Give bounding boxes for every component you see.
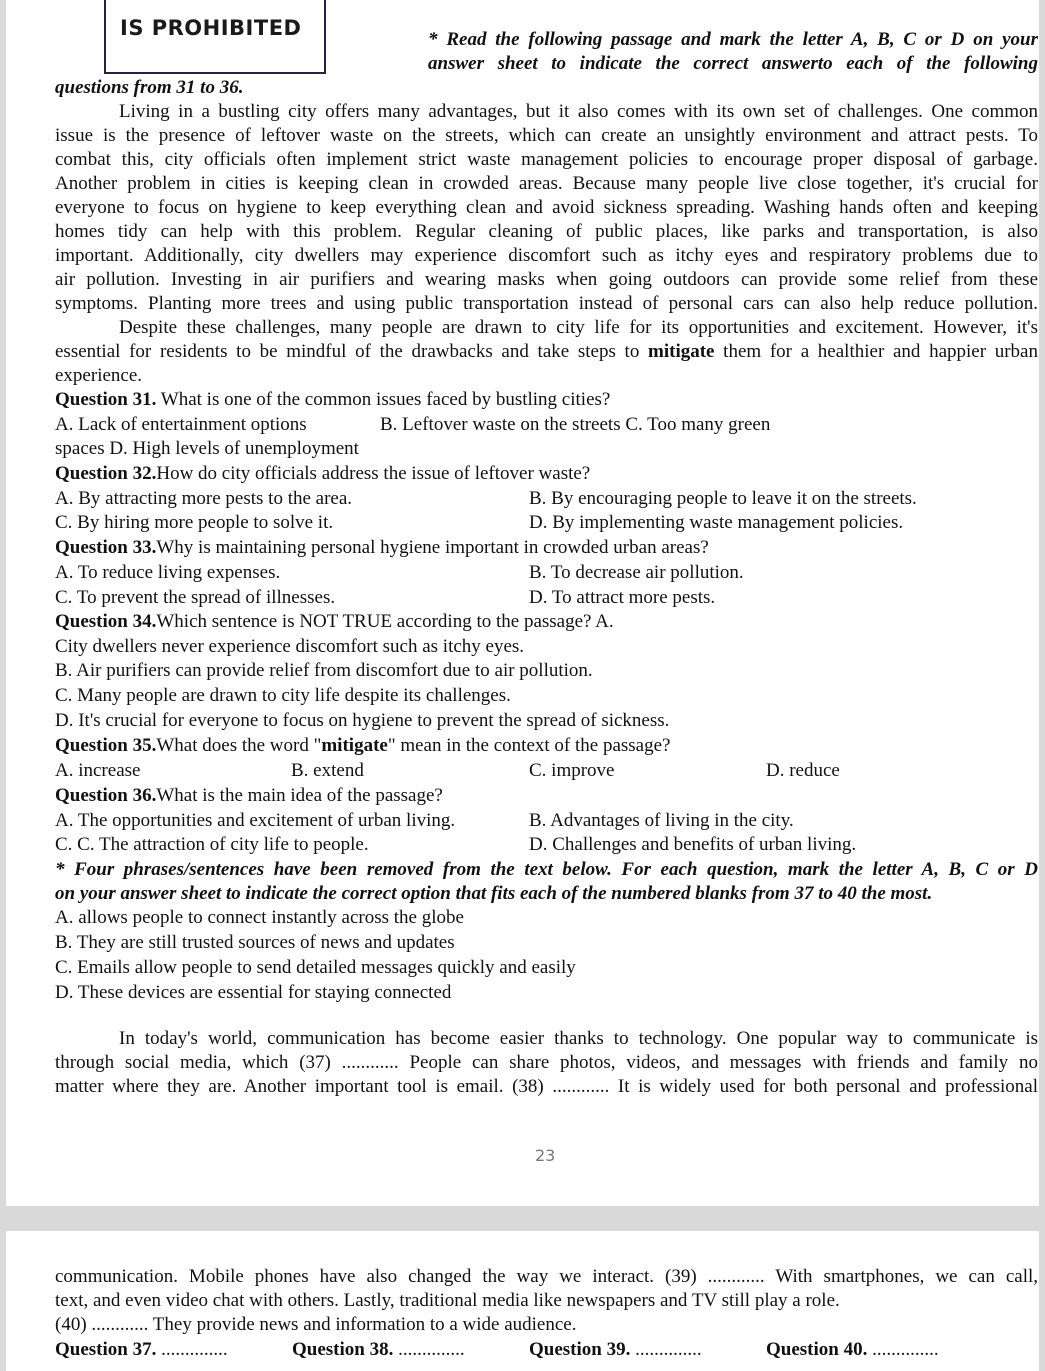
option-31-bc: B. Leftover waste on the streets C. Too many green xyxy=(380,414,771,435)
option-35-d: D. reduce xyxy=(766,760,840,781)
option-35-a: A. increase xyxy=(55,760,141,781)
answer-blank-40 xyxy=(766,1338,939,1362)
section2-instruction-line-2: on your answer sheet to indicate the correct option that fits each of the numbered blanks from 37 to 40 the most. xyxy=(55,883,933,904)
question-31 xyxy=(55,388,610,412)
answer-dots: .............. xyxy=(156,1339,228,1360)
question-text: What is the main idea of the passage? xyxy=(156,785,443,806)
question-label: Question 35. xyxy=(55,735,157,756)
option-33-d: D. To attract more pests. xyxy=(529,587,716,608)
passage-line xyxy=(55,340,1038,364)
option-34-b: B. Air purifiers can provide relief from discomfort due to air pollution. xyxy=(55,660,593,681)
passage-line: air pollution. Investing in air purifiers and wearing masks when going outdoors can provide some relief from these xyxy=(55,269,1038,290)
question-label: Question 33. xyxy=(55,537,157,558)
answer-blank-38 xyxy=(292,1338,465,1362)
question-label: Question 34. xyxy=(55,611,157,632)
passage-line: homes tidy can help with this problem. Regular cleaning of public places, like parks and transportation, is also xyxy=(55,221,1038,242)
cloze-option-a: A. allows people to connect instantly across the globe xyxy=(55,907,464,928)
passage-line: combat this, city officials often implement strict waste management policies to encourage proper disposal of garbage. xyxy=(55,149,1038,170)
option-32-b: B. By encouraging people to leave it on the streets. xyxy=(529,488,917,509)
answer-label: Question 37. xyxy=(55,1339,157,1360)
section2-instruction-line-1: * Four phrases/sentences have been removed from the text below. For each question, mark the letter A, B, C or D xyxy=(55,859,1038,880)
passage-line: important. Additionally, city dwellers may experience discomfort such as itchy eyes and respiratory problems due to xyxy=(55,245,1038,266)
passage-line: Another problem in cities is keeping clean in crowded areas. Because many people live close together, it's crucial for xyxy=(55,173,1038,194)
answer-dots: .............. xyxy=(393,1339,465,1360)
option-31-a: A. Lack of entertainment options xyxy=(55,414,307,435)
option-36-c: C. C. The attraction of city life to people. xyxy=(55,834,369,855)
passage-line: issue is the presence of leftover waste on the streets, which can create an unsightly environment and attract pests. To xyxy=(55,125,1038,146)
passage-line: experience. xyxy=(55,365,143,386)
question-text: What is one of the common issues faced by bustling cities? xyxy=(156,389,611,410)
passage-text: essential for residents to be mindful of the drawbacks and take steps to xyxy=(55,341,649,362)
watermark-stamp-box xyxy=(104,0,326,74)
option-35-c: C. improve xyxy=(529,760,615,781)
answer-label: Question 38. xyxy=(292,1339,394,1360)
option-31-cd: spaces D. High levels of unemployment xyxy=(55,438,359,459)
question-text: Which sentence is NOT TRUE according to the passage? A. xyxy=(156,611,614,632)
passage-2-line: In today's world, communication has become easier thanks to technology. One popular way to communicate is xyxy=(119,1028,1038,1049)
option-34-a: City dwellers never experience discomfort such as itchy eyes. xyxy=(55,636,525,657)
option-32-a: A. By attracting more pests to the area. xyxy=(55,488,353,509)
question-34 xyxy=(55,610,614,634)
cloze-option-c: C. Emails allow people to send detailed messages quickly and easily xyxy=(55,957,576,978)
option-33-a: A. To reduce living expenses. xyxy=(55,562,281,583)
question-36 xyxy=(55,784,443,808)
option-32-c: C. By hiring more people to solve it. xyxy=(55,512,334,533)
answer-label: Question 40. xyxy=(766,1339,868,1360)
keyword-mitigate: mitigate xyxy=(321,735,388,756)
passage-text: them for a healthier and happier urban xyxy=(714,341,1038,362)
page-number: 23 xyxy=(535,1146,556,1165)
option-34-d: D. It's crucial for everyone to focus on hygiene to prevent the spread of sickness. xyxy=(55,710,670,731)
passage-2-line: communication. Mobile phones have also changed the way we interact. (39) ............ With smartphones, we can call, xyxy=(55,1266,1038,1287)
option-36-d: D. Challenges and benefits of urban living. xyxy=(529,834,857,855)
question-label: Question 31. xyxy=(55,389,157,410)
cloze-option-d: D. These devices are essential for staying connected xyxy=(55,982,452,1003)
instruction-line-1: * Read the following passage and mark the letter A, B, C or D on your xyxy=(428,29,1038,50)
question-label: Question 32. xyxy=(55,463,157,484)
passage-2-line: matter where they are. Another important tool is email. (38) ............ It is widely used for both personal and professional xyxy=(55,1076,1038,1097)
option-32-d: D. By implementing waste management policies. xyxy=(529,512,904,533)
option-35-b: B. extend xyxy=(291,760,364,781)
passage-line: everyone to focus on hygiene to keep everything clean and avoid sickness spreading. Washing hands often and keeping xyxy=(55,197,1038,218)
instruction-line-2: answer sheet to indicate the correct answerto each of the following xyxy=(428,53,1038,74)
option-33-c: C. To prevent the spread of illnesses. xyxy=(55,587,336,608)
question-text: What does the word " xyxy=(156,735,322,756)
question-35 xyxy=(55,734,670,758)
option-34-c: C. Many people are drawn to city life despite its challenges. xyxy=(55,685,511,706)
question-text: How do city officials address the issue of leftover waste? xyxy=(156,463,591,484)
passage-2-line: through social media, which (37) ............ People can share photos, videos, and messages with friends and family no xyxy=(55,1052,1038,1073)
question-33 xyxy=(55,536,709,560)
keyword-mitigate: mitigate xyxy=(648,341,715,362)
option-33-b: B. To decrease air pollution. xyxy=(529,562,744,583)
question-text: " mean in the context of the passage? xyxy=(387,735,671,756)
answer-blank-37 xyxy=(55,1338,228,1362)
option-36-a: A. The opportunities and excitement of urban living. xyxy=(55,810,456,831)
option-36-b: B. Advantages of living in the city. xyxy=(529,810,794,831)
passage-line: symptoms. Planting more trees and using public transportation instead of personal cars can also help reduce pollution. xyxy=(55,293,1038,314)
answer-dots: .............. xyxy=(867,1339,939,1360)
answer-label: Question 39. xyxy=(529,1339,631,1360)
passage-2-line: text, and even video chat with others. Lastly, traditional media like newspapers and TV still play a role. xyxy=(55,1290,840,1311)
answer-dots: .............. xyxy=(630,1339,702,1360)
instruction-line-3: questions from 31 to 36. xyxy=(55,77,244,98)
passage-line: Living in a bustling city offers many advantages, but it also comes with its own set of challenges. One common xyxy=(119,101,1038,122)
cloze-option-b: B. They are still trusted sources of news and updates xyxy=(55,932,455,953)
passage-line: Despite these challenges, many people are drawn to city life for its opportunities and excitement. However, it's xyxy=(119,317,1038,338)
answer-blank-39 xyxy=(529,1338,702,1362)
question-text: Why is maintaining personal hygiene important in crowded urban areas? xyxy=(156,537,709,558)
question-32 xyxy=(55,462,590,486)
stamp-text: IS PROHIBITED xyxy=(120,16,302,40)
question-label: Question 36. xyxy=(55,785,157,806)
passage-2-line: (40) ............ They provide news and information to a wide audience. xyxy=(55,1314,577,1335)
